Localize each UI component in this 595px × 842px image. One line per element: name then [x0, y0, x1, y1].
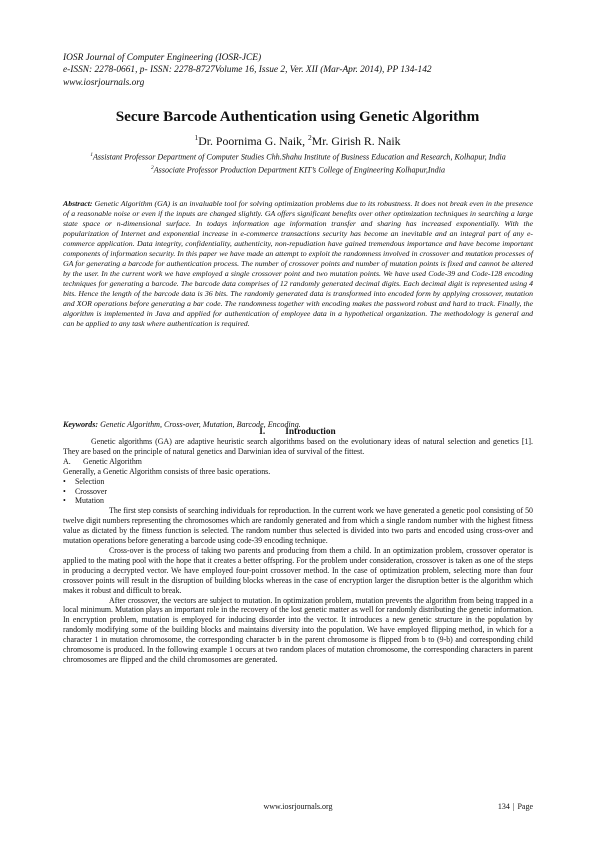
abstract [63, 199, 533, 329]
author-1-sup: 1 [194, 133, 199, 142]
bullet-item [63, 496, 533, 506]
subsection-title: Genetic Algorithm [83, 456, 142, 466]
journal-header [63, 52, 533, 89]
author-2-name: Mr. Girish R. Naik [311, 133, 401, 148]
bullet-text: Crossover [75, 486, 107, 496]
paragraph-5: After crossover, the vectors are subject to mutation. In optimization problem, mutation prevents the algorithm from being trapped in a local minimum. Mutation plays an important role in the recovery of the lost genetic matter as well for randomly distributing the genetic information. In encryption problem, mutation is employed for inducing disorder into the vector. It introduces a new genetic structure in the population by randomly modifying some of the building blocks and maintains diversity into the population. We have employed flipping method, in which for a character 1 in mutation chromosome, the corresponding character b in the parent chromosome is flipped from b to (9-b) and corresponding child chromosome is produced. In the following example 1 occurs at two random places of mutation chromosome, the corresponding characters in parent chromosomes are flipped and the child chromosomes are generated. [63, 595, 533, 664]
bullet-text: Selection [75, 476, 105, 486]
author-line [40, 133, 555, 149]
author-1-name: Dr. Poornima G. Naik, [198, 133, 308, 148]
bullet-item [63, 477, 533, 487]
footer-page [498, 802, 533, 811]
subsection-label: A. [63, 456, 71, 466]
paragraph-2: Generally, a Genetic Algorithm consists of three basic operations. [63, 466, 271, 476]
subsection-heading [63, 457, 533, 467]
paragraph-3: The first step consists of searching individuals for reproduction. In the current work we have generated a genetic pool consisting of 50 twelve digit numbers representing the chromosomes which are randomly generated and from which a single random number with the highest fitness value as dictated by the fitness function is selected. The random number thus selected is divided into two parts and encoded using cross-over and mutation operations before generating a barcode using code-39 encoding technique. [63, 506, 533, 546]
footer-url: www.iosrjournals.org [263, 802, 333, 811]
keywords-label: Keywords: [63, 420, 99, 429]
page-number: 134 [497, 802, 510, 811]
affiliation-1 [64, 150, 532, 163]
affiliation-2 [64, 163, 532, 176]
author-2-sup: 2 [307, 133, 312, 142]
issn-line: e-ISSN: 2278-0661, p- ISSN: 2278-8727Volume 16, Issue 2, Ver. XII (Mar-Apr. 2014), PP 134-142 [63, 65, 432, 76]
bullet-item [63, 487, 533, 497]
bullet-icon: • [63, 496, 66, 506]
paragraph-4: Cross-over is the process of taking two parents and producing from them a child. In an optimization problem, crossover operator is applied to the mating pool with the hope that it creates a better offspring. For the problem under consideration, crossover is taken as one of the steps in producing a decrypted vector. We have employed four-point crossover method. In the case of optimization problem, selecting more than four crossover points will result in the disruption of building blocks whereas in the case of encryption larger the disruption better is the algorithm which makes it robust and difficult to break. [63, 545, 533, 595]
section-title: Introduction [285, 427, 336, 437]
affiliations [64, 150, 532, 177]
affiliation-1-sup: 1 [90, 152, 93, 158]
journal-website: www.iosrjournals.org [63, 77, 145, 88]
paragraph-1: Genetic algorithms (GA) are adaptive heuristic search algorithms based on the evolutionary ideas of natural selection and genetics [1]. They are based on the principle of natural genetics and Darwinian idea of survival of the fittest. [63, 437, 533, 456]
keywords-text: Genetic Algorithm, Cross-over, Mutation, Barcode, Encoding. [100, 420, 301, 429]
abstract-text: Genetic Algorithm (GA) is an invaluable tool for solving optimization problems due to its robustness. It does not break even in the presence of a reasonable noise or even if the inputs are changed slightly. GA offers significant benefits over other optimization techniques in searching a large state space or n-dimensional surface. In todays information age information transfer and sharing has increased exponentially. With the popularization of Internet and exponential increase in e-commerce transactions security has become an inevitable and an integral part of any e-commerce application. Data integrity, confidentiality, authenticity, non-repudiation have gained tremendous importance and have become important components of information security. In this paper we have made an attempt to exploit the randomness involved in crossover and mutation processes of GA for generating a barcode for authentication process. The number of crossover points and number of mutation points is fixed and cannot be altered by the user. In the current work we have employed a single crossover point and two mutation points. We have used Code-39 and Code-128 encoding techniques for generating a barcode. The barcode data comprises of 12 randomly generated decimal digits. Each decimal digit is represented using 4 bits. Hence the length of the barcode data is 36 bits. The randomly generated data is transformed into encoded form by applying crossover, mutation and XOR operations before generating a bar code. The randomness together with encoding makes the password robust and hard to track. Finally, the algorithm is implemented in Java and applied for authentication of employee data in a hypothetical organization. The methodology is general and can be applied to any task where authentication is required. [63, 199, 533, 328]
section-heading [40, 427, 555, 437]
abstract-label: Abstract: [63, 199, 93, 208]
body-text [63, 437, 533, 665]
bullet-text: Mutation [75, 496, 104, 506]
section-number: I. [259, 427, 266, 437]
journal-name: IOSR Journal of Computer Engineering (IOSR-JCE) [63, 53, 262, 63]
bullet-icon: • [63, 486, 66, 496]
affiliation-2-sup: 2 [150, 165, 154, 172]
affiliation-2-text: Associate Professor Production Department KIT’s College of Engineering Kolhapur,India [153, 165, 446, 175]
bullet-icon: • [63, 476, 66, 486]
page-label: Page [517, 802, 533, 811]
paper-title: Secure Barcode Authentication using Genetic Algorithm [115, 108, 480, 125]
page-separator: | [512, 802, 515, 811]
affiliation-1-text: Assistant Professor Department of Computer Studies Chh.Shahu Institute of Business Education and Research, Kolhapur, India [92, 152, 506, 162]
